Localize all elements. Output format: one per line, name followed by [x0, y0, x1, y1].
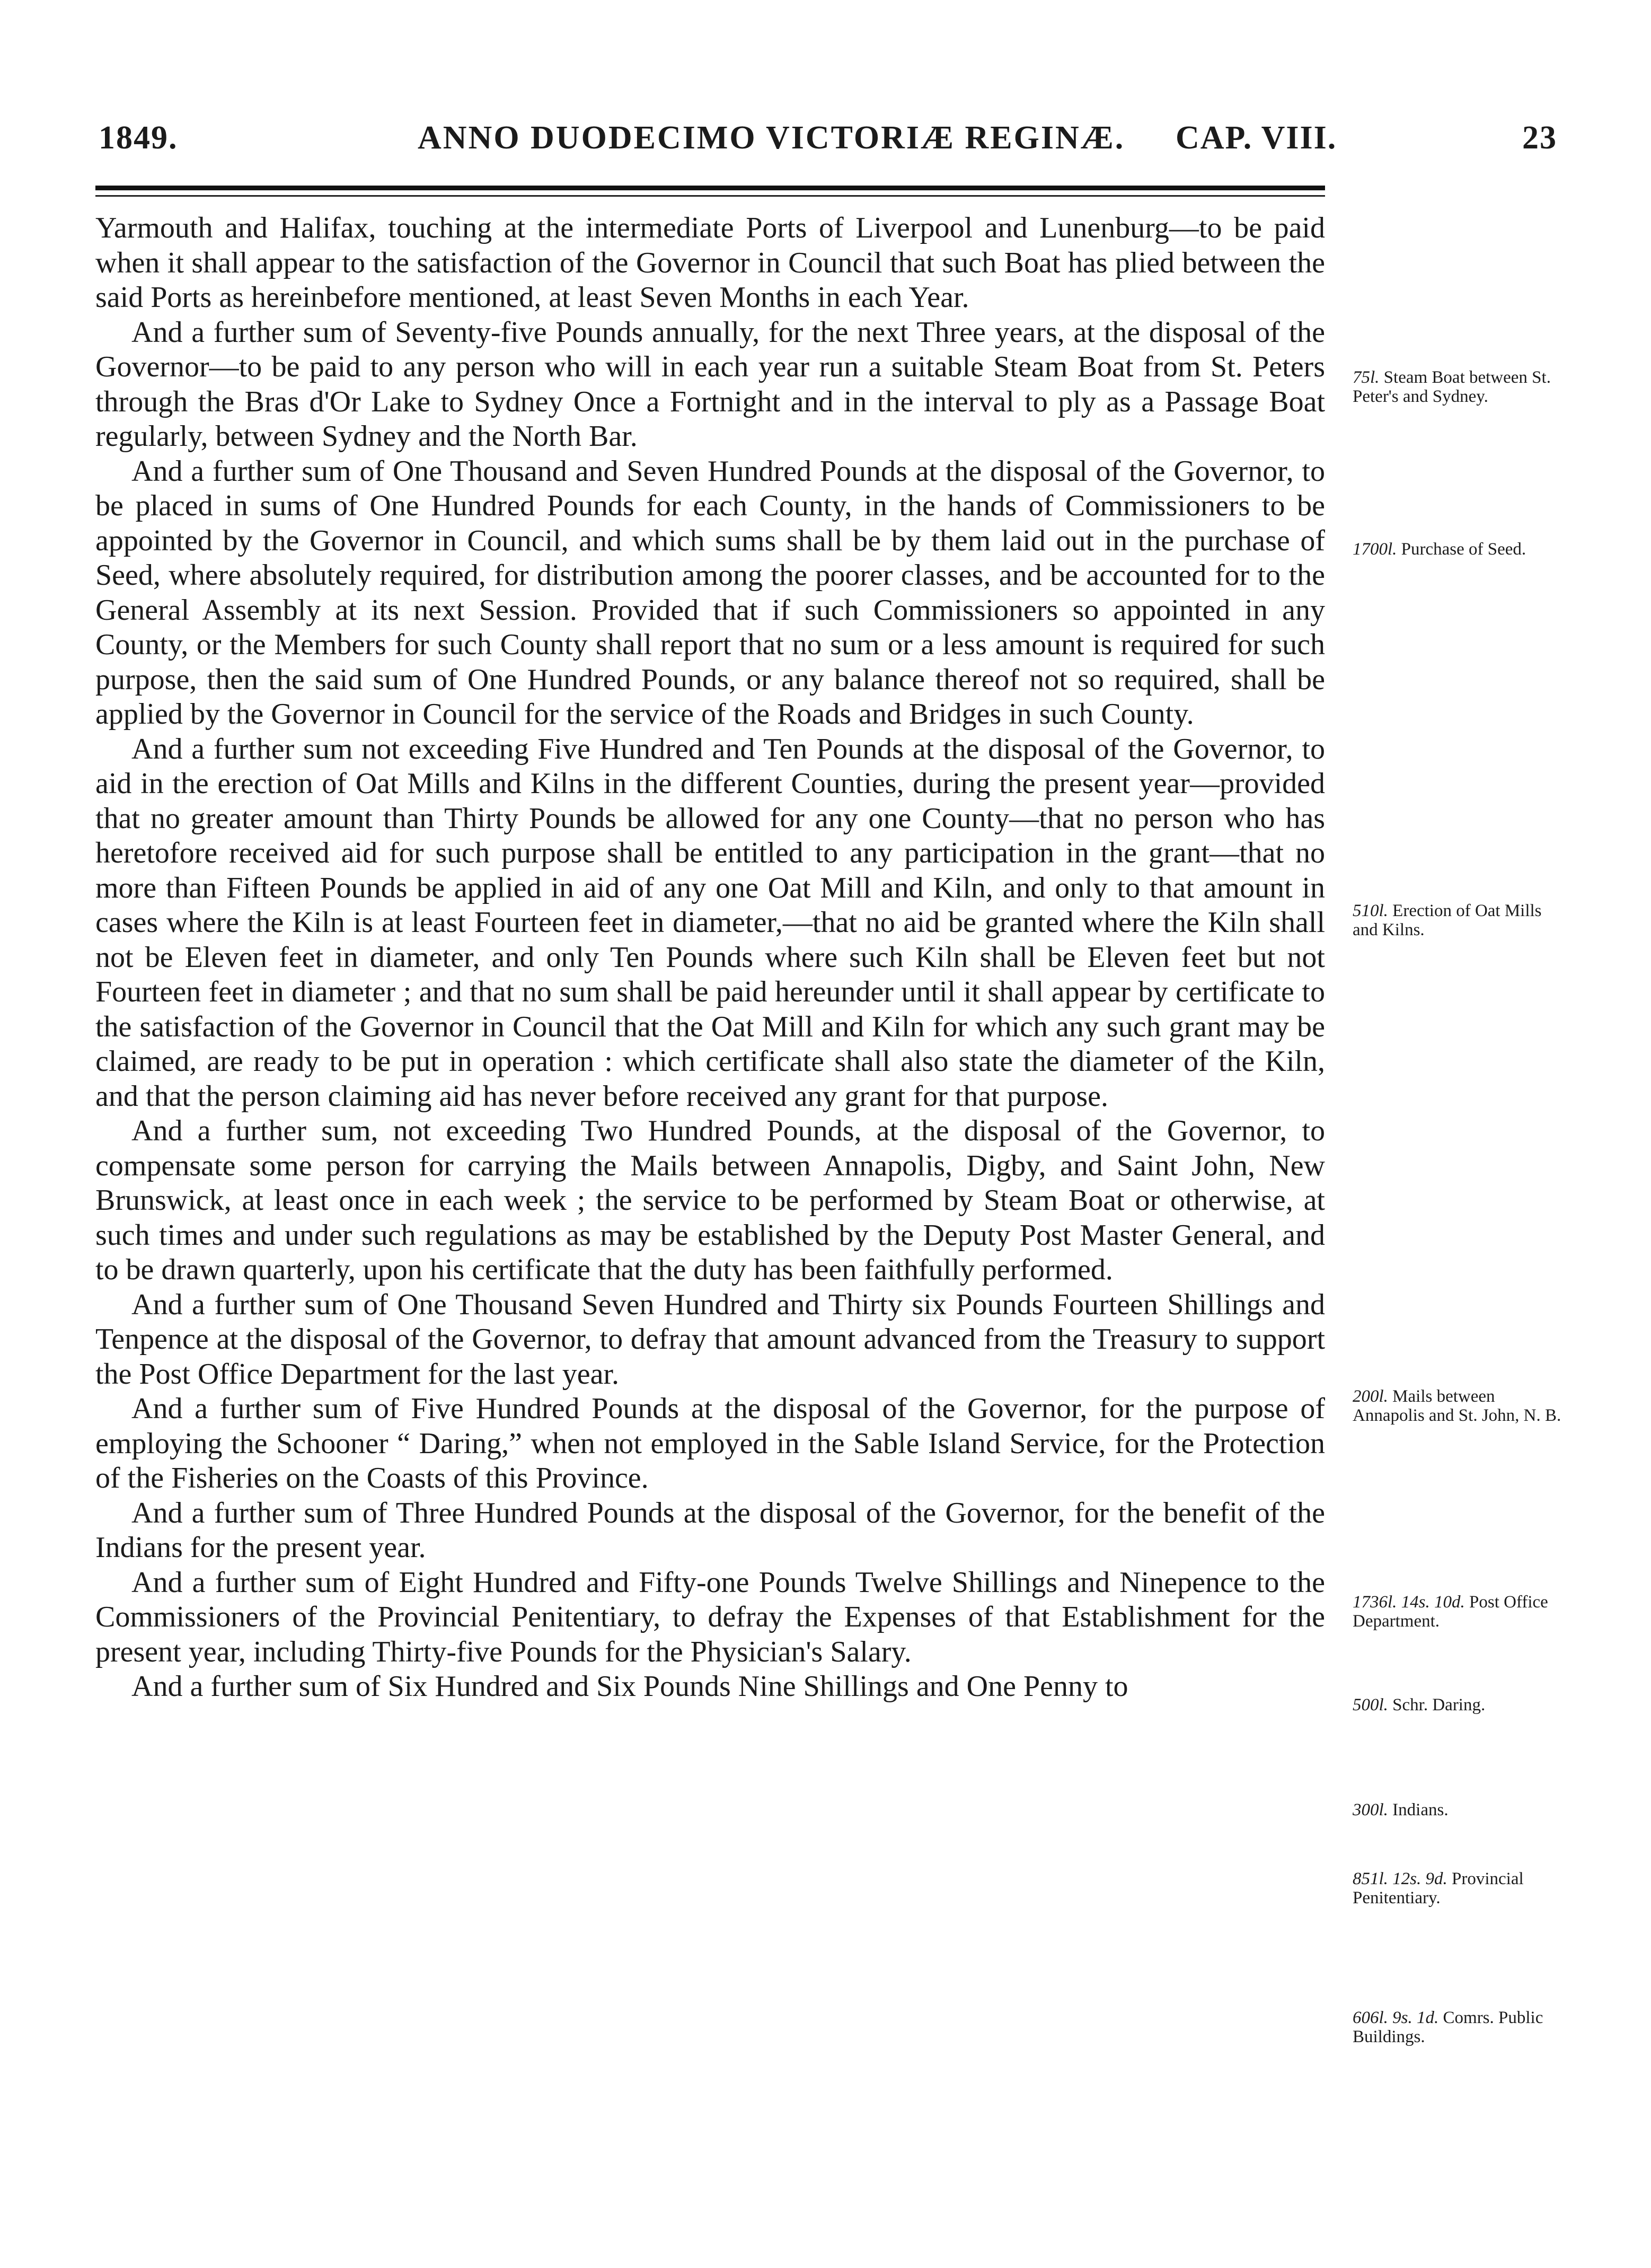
paragraph-indians: And a further sum of Three Hundred Pounds at the disposal of the Governor, for the benefit of the Indians for the present year. — [95, 1496, 1325, 1564]
margin-note: 200l. Mails between Annapolis and St. John, N. B. — [1353, 1387, 1561, 1425]
paragraph-penitentiary: And a further sum of Eight Hundred and Fifty-one Pounds Twelve Shillings and Ninepence to the Commissioners of the Provincial Penitentiary, to defray the Expenses of that Establishment for the present year, including Thirty-five Pounds for the Physician's Salary. — [95, 1566, 1325, 1668]
page-number: 23 — [1522, 120, 1557, 156]
header-rule — [95, 186, 1325, 190]
margin-note: 1700l. Purchase of Seed. — [1353, 540, 1526, 559]
margin-note: 1736l. 14s. 10d. Post Office Department. — [1353, 1593, 1548, 1631]
paragraph-schooner-daring: And a further sum of Five Hundred Pounds at the disposal of the Governor, for the purpose of employing the Schooner “ Daring,” when not employed in the Sable Island Service, for the Protection of the Fisheries on the Coasts of this Province. — [95, 1392, 1325, 1495]
header-year: 1849. — [99, 120, 178, 156]
header-chapter: CAP. VIII. — [1176, 120, 1337, 156]
paragraph-seed: And a further sum of One Thousand and Seven Hundred Pounds at the disposal of the Governor, to be placed in sums of One Hundred Pounds for each County, in the hands of Commissioners to be appointed by the Governor in Council, and which sums shall be by them laid out in the purchase of Seed, where absolutely required, for distribution among the poorer classes, and be accounted for to the General Assembly at its next Session. Provided that if such Commissioners so appointed in any County, or the Members for such County shall report that no sum or a less amount is required for such purpose, then the said sum of One Hundred Pounds, or any balance thereof not so required, shall be applied by the Governor in Council for the service of the Roads and Bridges in such County. — [95, 454, 1325, 731]
margin-note: 851l. 12s. 9d. Provincial Penitentiary. — [1353, 1869, 1524, 1907]
margin-note: 510l. Erection of Oat Mills and Kilns. — [1353, 901, 1542, 939]
margin-note: 300l. Indians. — [1353, 1800, 1449, 1819]
body-text — [95, 211, 1325, 1704]
header-title: ANNO DUODECIMO VICTORIÆ REGINÆ. — [418, 120, 1125, 156]
paragraph-oat-mills: And a further sum not exceeding Five Hundred and Ten Pounds at the disposal of the Governor, to aid in the erection of Oat Mills and Kilns in the different Counties, during the present year—provided that no greater amount than Thirty Pounds be allowed for any one County—that no person who has heretofore received aid for such purpose shall be entitled to any participation in the grant—that no more than Fifteen Pounds be applied in aid of any one Oat Mill and Kiln, and only to that amount in cases where the Kiln is at least Fourteen feet in diameter,—that no aid be granted where the Kiln shall not be Eleven feet in diameter, and only Ten Pounds where such Kiln shall be Eleven feet but not Fourteen feet in diameter ; and that no sum shall be paid hereunder until it shall appear by certificate to the satisfaction of the Governor in Council that the Oat Mill and Kiln for which any such grant may be claimed, are ready to be put in operation : which certificate shall also state the diameter of the Kiln, and that the person claiming aid has never before received any grant for that purpose. — [95, 732, 1325, 1113]
paragraph-post-office: And a further sum of One Thousand Seven Hundred and Thirty six Pounds Fourteen Shillings and Tenpence at the disposal of the Governor, to defray that amount advanced from the Treasury to support the Post Office Department for the last year. — [95, 1288, 1325, 1391]
paragraph-continued: Yarmouth and Halifax, touching at the intermediate Ports of Liverpool and Lunenburg—to be paid when it shall appear to the satisfaction of the Governor in Council that such Boat has plied between the said Ports as hereinbefore mentioned, at least Seven Months in each Year. — [95, 212, 1325, 314]
paragraph-public-buildings: And a further sum of Six Hundred and Six Pounds Nine Shillings and One Penny to — [131, 1670, 1128, 1703]
paragraph-mails: And a further sum, not exceeding Two Hundred Pounds, at the disposal of the Governor, to compensate some person for carrying the Mails between Annapolis, Digby, and Saint John, New Brunswick, at least once in each week ; the service to be performed by Steam Boat or otherwise, at such times and under such regulations as may be established by the Deputy Post Master General, and to be drawn quarterly, upon his certificate that the duty has been faithfully performed. — [95, 1114, 1325, 1286]
margin-note: 75l. Steam Boat between St. Peter's and Sydney. — [1353, 368, 1551, 406]
margin-note: 500l. Schr. Daring. — [1353, 1695, 1486, 1715]
header-rule-thin — [95, 195, 1325, 197]
paragraph-steam-boat: And a further sum of Seventy-five Pounds annually, for the next Three years, at the disposal of the Governor—to be paid to any person who will in each year run a suitable Steam Boat from St. Peters through the Bras d'Or Lake to Sydney Once a Fortnight and in the interval to ply as a Passage Boat regularly, between Sydney and the North Bar. — [95, 315, 1325, 453]
margin-note: 606l. 9s. 1d. Comrs. Public Buildings. — [1353, 2008, 1543, 2046]
